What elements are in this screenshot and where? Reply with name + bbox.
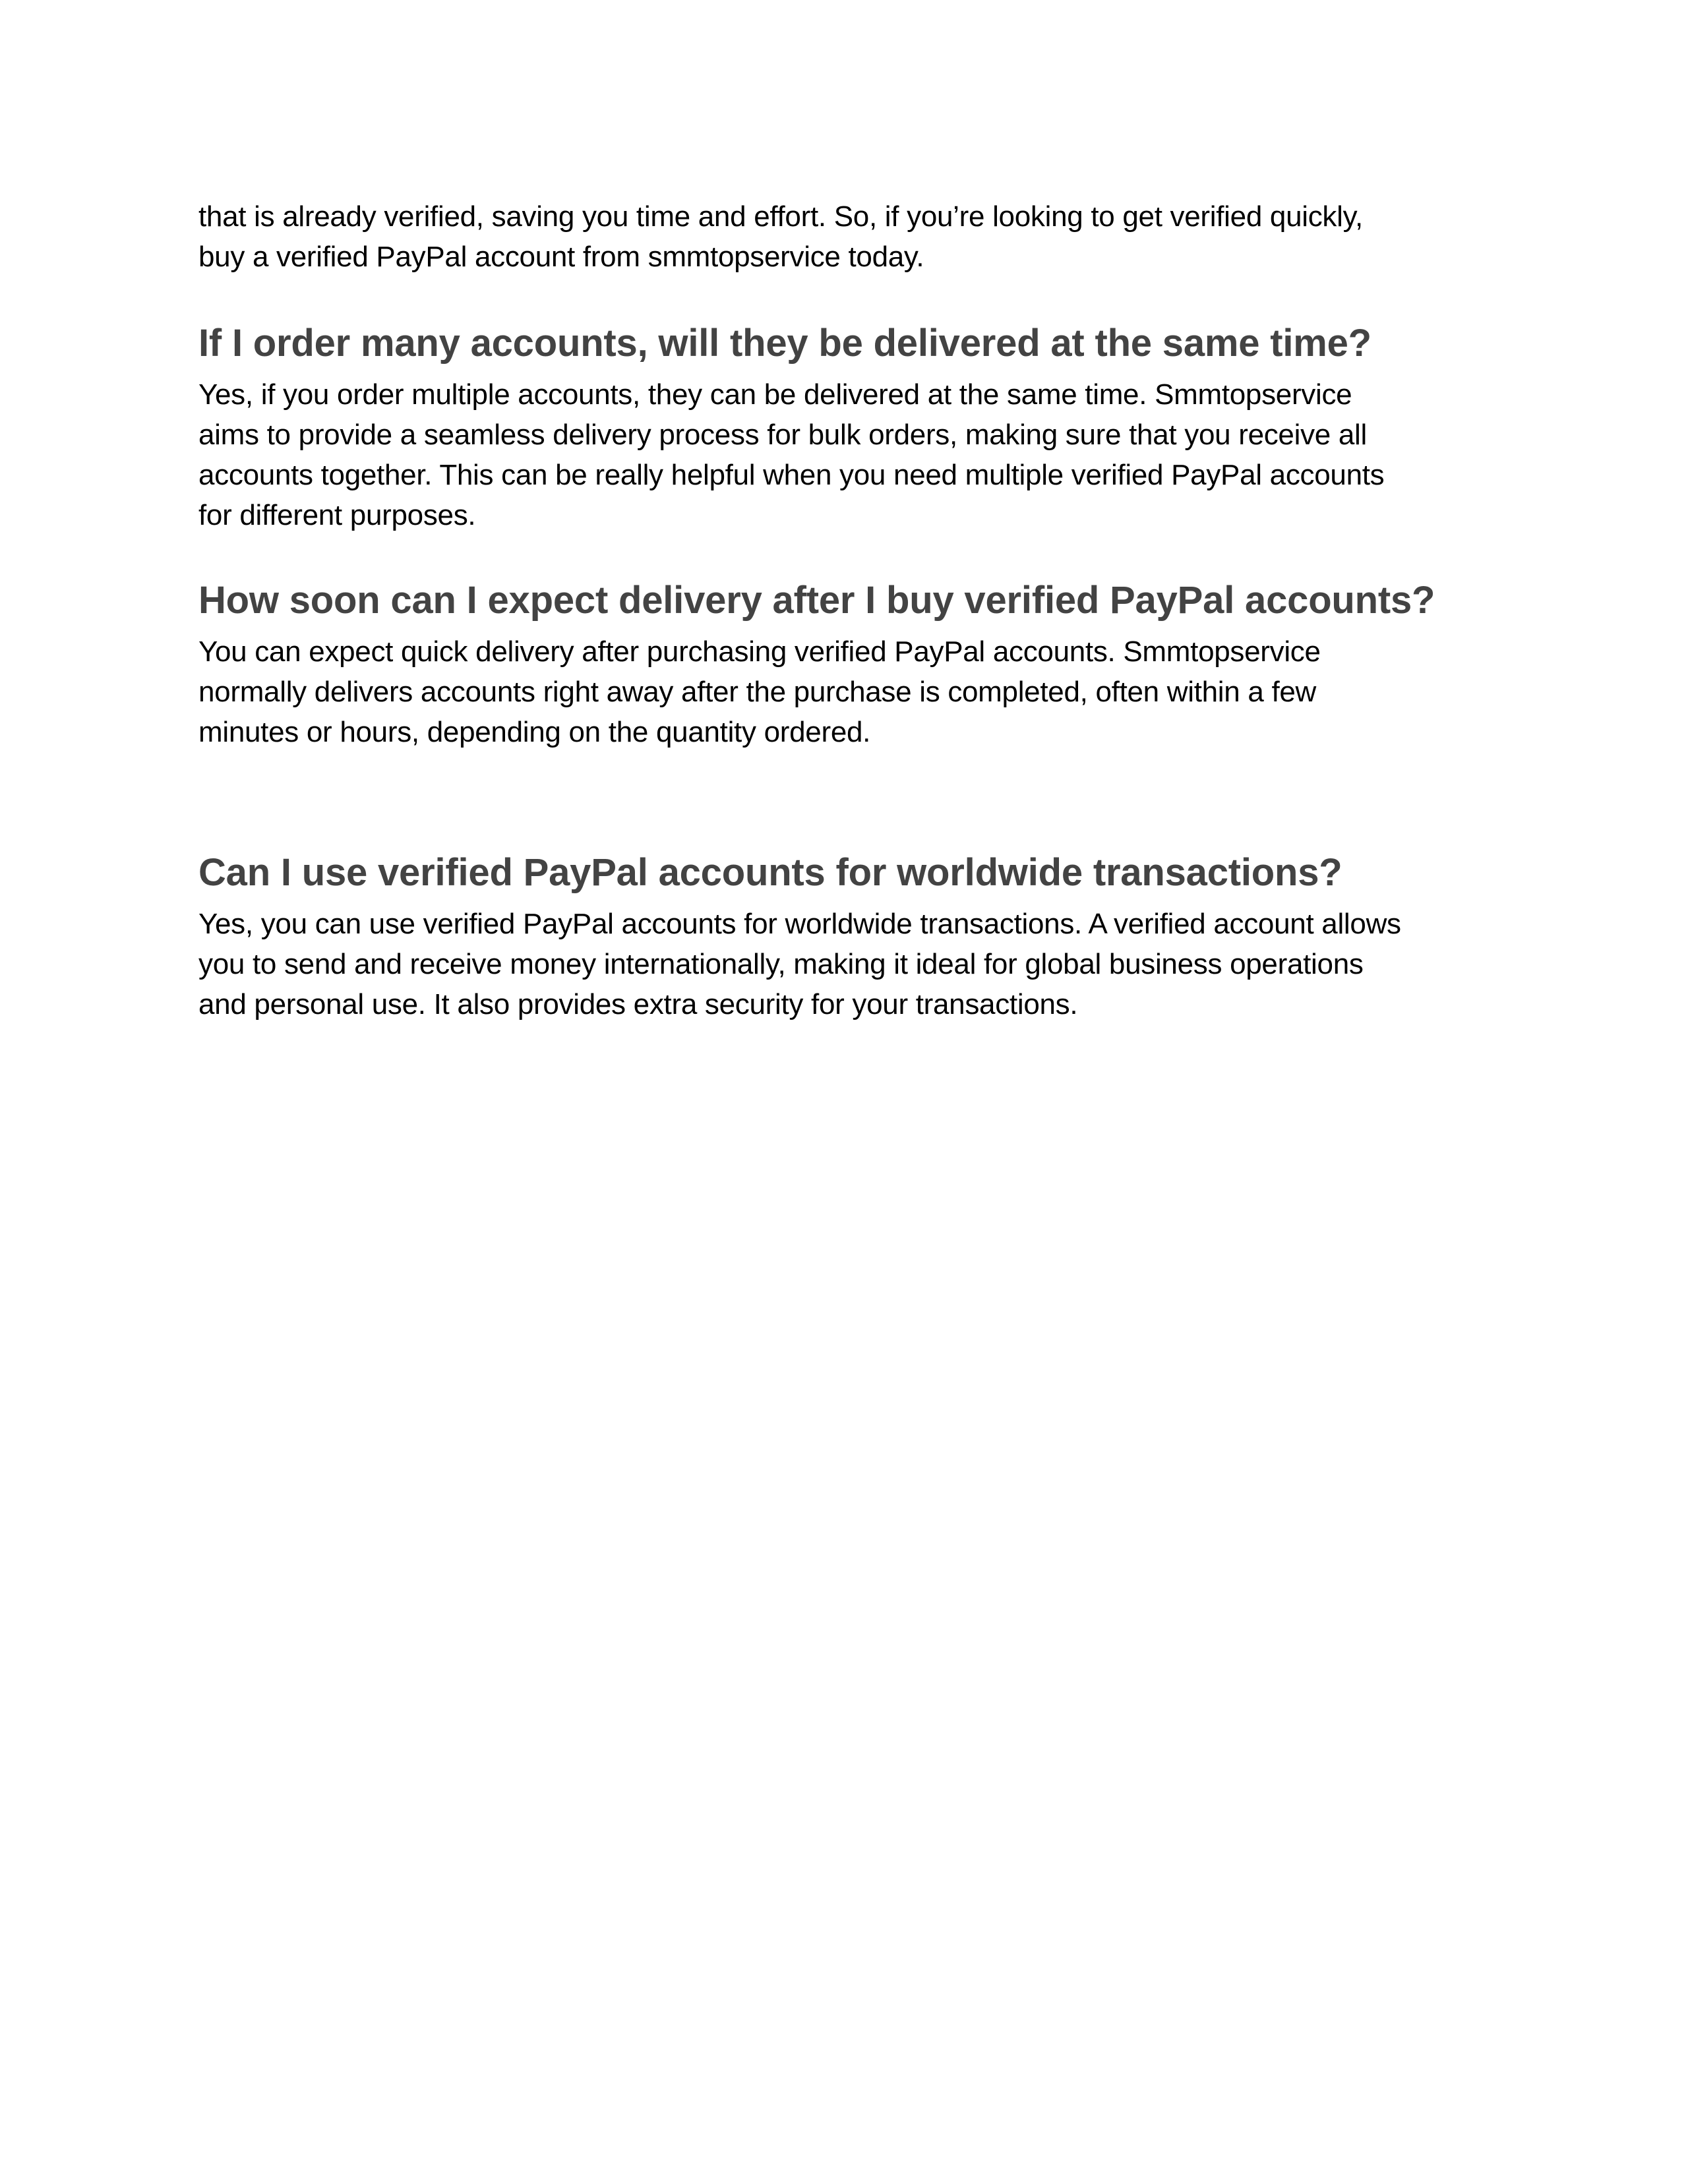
- paragraph-line: You can expect quick delivery after purchasing verified PayPal accounts. Smmtopservice: [198, 635, 1321, 668]
- paragraph-line: buy a verified PayPal account from smmtopservice today.: [198, 241, 924, 273]
- paragraph-line: Yes, if you order multiple accounts, they can be delivered at the same time. Smmtopservice: [198, 378, 1352, 411]
- section-heading-bulk-delivery: If I order many accounts, will they be delivered at the same time?: [198, 322, 1372, 365]
- intro-paragraph: [198, 196, 1504, 277]
- paragraph-line: aims to provide a seamless delivery process for bulk orders, making sure that you receive all: [198, 419, 1367, 451]
- paragraph-line: normally delivers accounts right away after the purchase is completed, often within a few: [198, 676, 1317, 708]
- section-paragraph-delivery-time: [198, 632, 1504, 752]
- paragraph-line: for different purposes.: [198, 499, 476, 531]
- section-heading-worldwide: Can I use verified PayPal accounts for worldwide transactions?: [198, 851, 1342, 894]
- paragraph-line: accounts together. This can be really helpful when you need multiple verified PayPal accounts: [198, 459, 1385, 491]
- paragraph-line: Yes, you can use verified PayPal accounts for worldwide transactions. A verified account allows: [198, 908, 1401, 940]
- document-body: [198, 196, 1504, 1024]
- paragraph-line: and personal use. It also provides extra security for your transactions.: [198, 988, 1078, 1020]
- paragraph-line: you to send and receive money internationally, making it ideal for global business operations: [198, 948, 1364, 980]
- paragraph-line: minutes or hours, depending on the quantity ordered.: [198, 716, 871, 748]
- paragraph-line: that is already verified, saving you time and effort. So, if you’re looking to get verified quickly,: [198, 200, 1363, 233]
- section-paragraph-bulk-delivery: [198, 374, 1504, 535]
- section-heading-delivery-time: How soon can I expect delivery after I buy verified PayPal accounts?: [198, 579, 1435, 622]
- section-paragraph-worldwide: [198, 904, 1504, 1024]
